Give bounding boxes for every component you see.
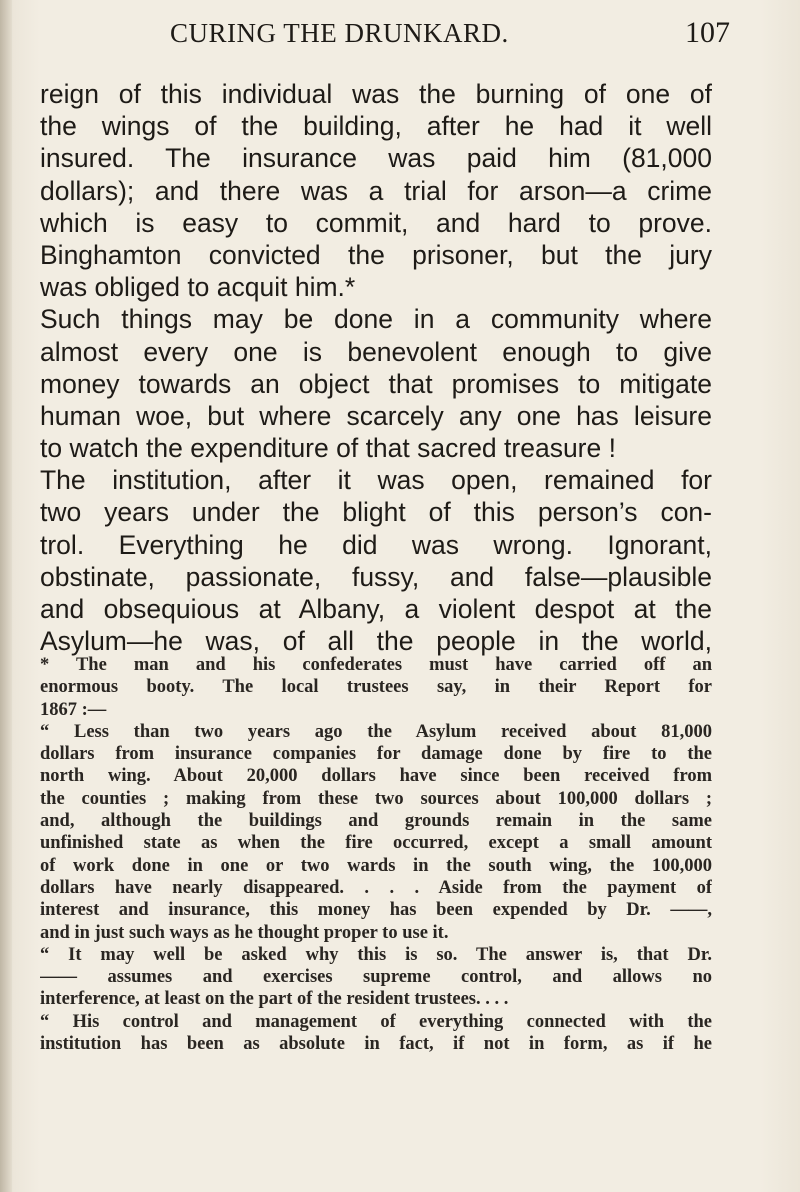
text-line: The institution, after it was open, remained for [40,465,712,496]
footnote-line: * The man and his confederates must have carried off an [40,655,712,675]
text-line: money towards an object that promises to mitigate [40,368,712,399]
text-line: two years under the blight of this person’s con- [40,497,712,528]
main-text [40,78,712,657]
footnote-line: of work done in one or two wards in the south wing, the 100,000 [40,855,712,876]
text-line: human woe, but where scarcely any one has leisure [40,400,712,431]
page-number: 107 [685,16,730,49]
footnote-line: interest and insurance, this money has been expended by Dr. ——, [40,900,712,921]
text-line: insured. The insurance was paid him (81,000 [40,143,712,174]
text-line: and obsequious at Albany, a violent despot at the [40,594,712,624]
text-line: Such things may be done in a community where [40,304,712,335]
footnote-line: “ His control and management of everything connected with the [40,1011,712,1032]
footnote-line: and in just such ways as he thought proper to use it. [40,922,449,943]
text-line: obstinate, passionate, fussy, and false—plausible [40,561,712,592]
text-line: the wings of the building, after he had it well [40,111,712,142]
text-line: reign of this individual was the burning of one of [40,79,712,109]
footnote-line: enormous booty. The local trustees say, in their Report for [40,677,712,698]
footnote-line: 1867 :— [40,699,107,720]
text-line: almost every one is benevolent enough to give [40,336,712,367]
footnote-line: and, although the buildings and grounds remain in the same [40,811,712,832]
text-line: which is easy to commit, and hard to prove. [40,207,712,238]
text-line: Binghamton convicted the prisoner, but the jury [40,239,712,270]
footnote-line: dollars have nearly disappeared. . . . Aside from the payment of [40,877,712,898]
text-line: dollars); and there was a trial for arson—a crime [40,175,712,206]
footnote-line: institution has been as absolute in fact, if not in form, as if he [40,1034,712,1055]
text-line: trol. Everything he did was wrong. Ignorant, [40,529,712,560]
footnote-line: “ It may well be asked why this is so. The answer is, that Dr. [40,944,712,965]
footnote-line: dollars from insurance companies for damage done by fire to the [40,744,712,765]
footnote-line: “ Less than two years ago the Asylum received about 81,000 [40,721,712,742]
page-header [170,14,730,58]
footnote-line: north wing. About 20,000 dollars have since been received from [40,766,712,787]
footnote-line: the counties ; making from these two sources about 100,000 dollars ; [40,788,712,809]
footnote-block [40,654,712,1055]
text-line: to watch the expenditure of that sacred treasure ! [40,433,616,464]
footnote-line: —— assumes and exercises supreme control, and allows no [40,967,712,988]
text-line: was obliged to acquit him.* [40,272,356,303]
page-binding-edge [0,0,12,1192]
footnote-line: interference, at least on the part of the resident trustees. . . . [40,989,509,1010]
running-head: CURING THE DRUNKARD. [170,18,509,48]
footnote-line: unfinished state as when the fire occurred, except a small amount [40,833,712,854]
text-line: Asylum—he was, of all the people in the world, [40,626,712,657]
